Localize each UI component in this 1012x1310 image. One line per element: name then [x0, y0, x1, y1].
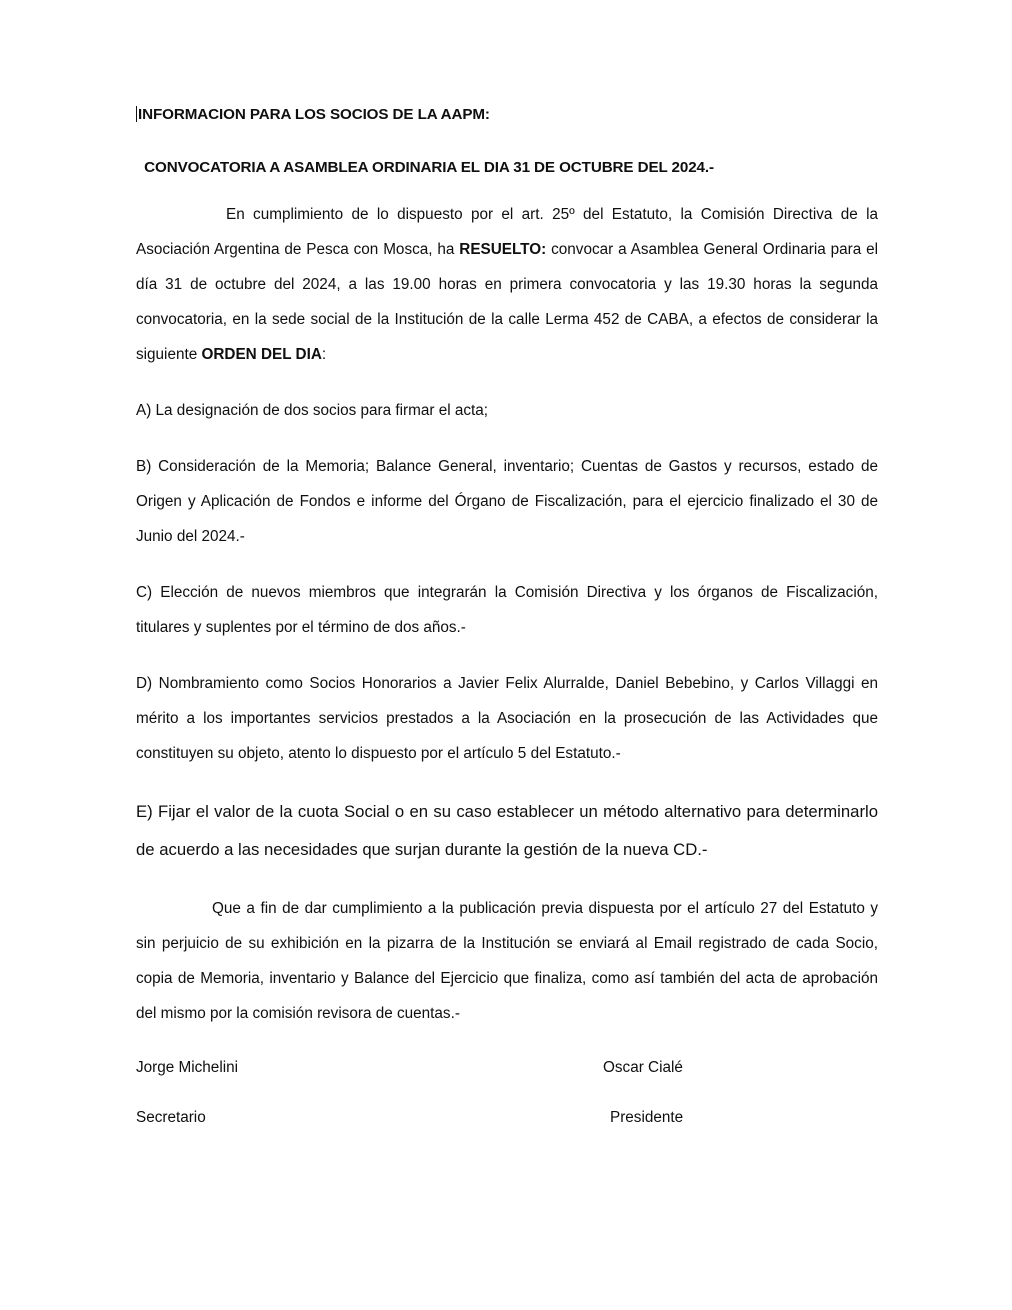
intro-paragraph [136, 197, 878, 372]
agenda-item-d: D) Nombramiento como Socios Honorarios a Javier Felix Alurralde, Daniel Bebebino, y Carlos Villaggi en mérito a los importantes servicios prestados a la Asociación en la prosecución de las Actividades que constituyen su objeto, atento lo dispuesto por el artículo 5 del Estatuto.- [136, 675, 878, 763]
agenda-item-a: A) La designación de dos socios para firmar el acta; [136, 402, 489, 420]
document-body [136, 106, 878, 1031]
intro-bold-orden-del-dia: ORDEN DEL DIA [201, 346, 322, 364]
paragraph-spacer [136, 869, 878, 891]
signature-block [136, 1058, 878, 1158]
intro-text-part-1: En cumplimiento de lo dispuesto por el art. 25º del Estatuto, la Comisión Directiva de la Asociación Argentina de Pesca con Mosca, ha [136, 206, 878, 259]
paragraph-spacer [136, 428, 878, 449]
agenda-item-c: C) Elección de nuevos miembros que integrarán la Comisión Directiva y los órganos de Fiscalización, titulares y suplentes por el término de dos años.- [136, 584, 878, 637]
agenda-item-b: B) Consideración de la Memoria; Balance General, inventario; Cuentas de Gastos y recursos, estado de Origen y Aplicación de Fondos e informe del Órgano de Fiscalización, para el ejercicio finalizado el 30 de Junio del 2024.- [136, 458, 878, 546]
signature-names-row [136, 1058, 878, 1108]
paragraph-spacer [136, 554, 878, 575]
paragraph-spacer [136, 175, 878, 197]
agenda-item-e: E) Fijar el valor de la cuota Social o en su caso establecer un método alternativo para determinarlo de acuerdo a las necesidades que surjan durante la gestión de la nueva CD.- [136, 802, 878, 860]
paragraph-spacer [136, 372, 878, 393]
intro-text-part-2: convocar a Asamblea General Ordinaria para el día 31 de octubre del 2024, a las 19.00 horas en primera convocatoria y las 19.30 horas la segunda convocatoria, en la sede social de la Institución de la calle Lerma 452 de CABA, a efectos de considerar la siguiente [136, 241, 878, 364]
paragraph-spacer [136, 771, 878, 793]
closing-paragraph: Que a fin de dar cumplimiento a la publicación previa dispuesta por el artículo 27 del Estatuto y sin perjuicio de su exhibición en la pizarra de la Institución se enviará al Email registrado de cada Socio, copia de Memoria, inventario y Balance del Ejercicio que finaliza, como así también del acta de aprobación del mismo por la comisión revisora de cuentas.- [136, 900, 878, 1023]
document-heading-convocatoria: CONVOCATORIA A ASAMBLEA ORDINARIA EL DIA 31 DE OCTUBRE DEL 2024.- [140, 159, 714, 177]
document-heading-info-text: INFORMACION PARA LOS SOCIOS DE LA AAPM: [138, 106, 490, 123]
intro-bold-resuelto: RESUELTO: [459, 241, 547, 259]
paragraph-spacer [136, 645, 878, 666]
signature-left-name: Jorge Michelini [136, 1059, 239, 1076]
signature-left-role: Secretario [136, 1109, 206, 1126]
signature-right-role: Presidente [610, 1109, 684, 1126]
signature-right-name: Oscar Cialé [603, 1059, 683, 1076]
text-caret [136, 106, 137, 122]
intro-text-part-3: : [321, 346, 327, 364]
signature-roles-row [136, 1108, 878, 1158]
document-heading-info [136, 106, 878, 122]
heading-spacer [136, 122, 878, 160]
